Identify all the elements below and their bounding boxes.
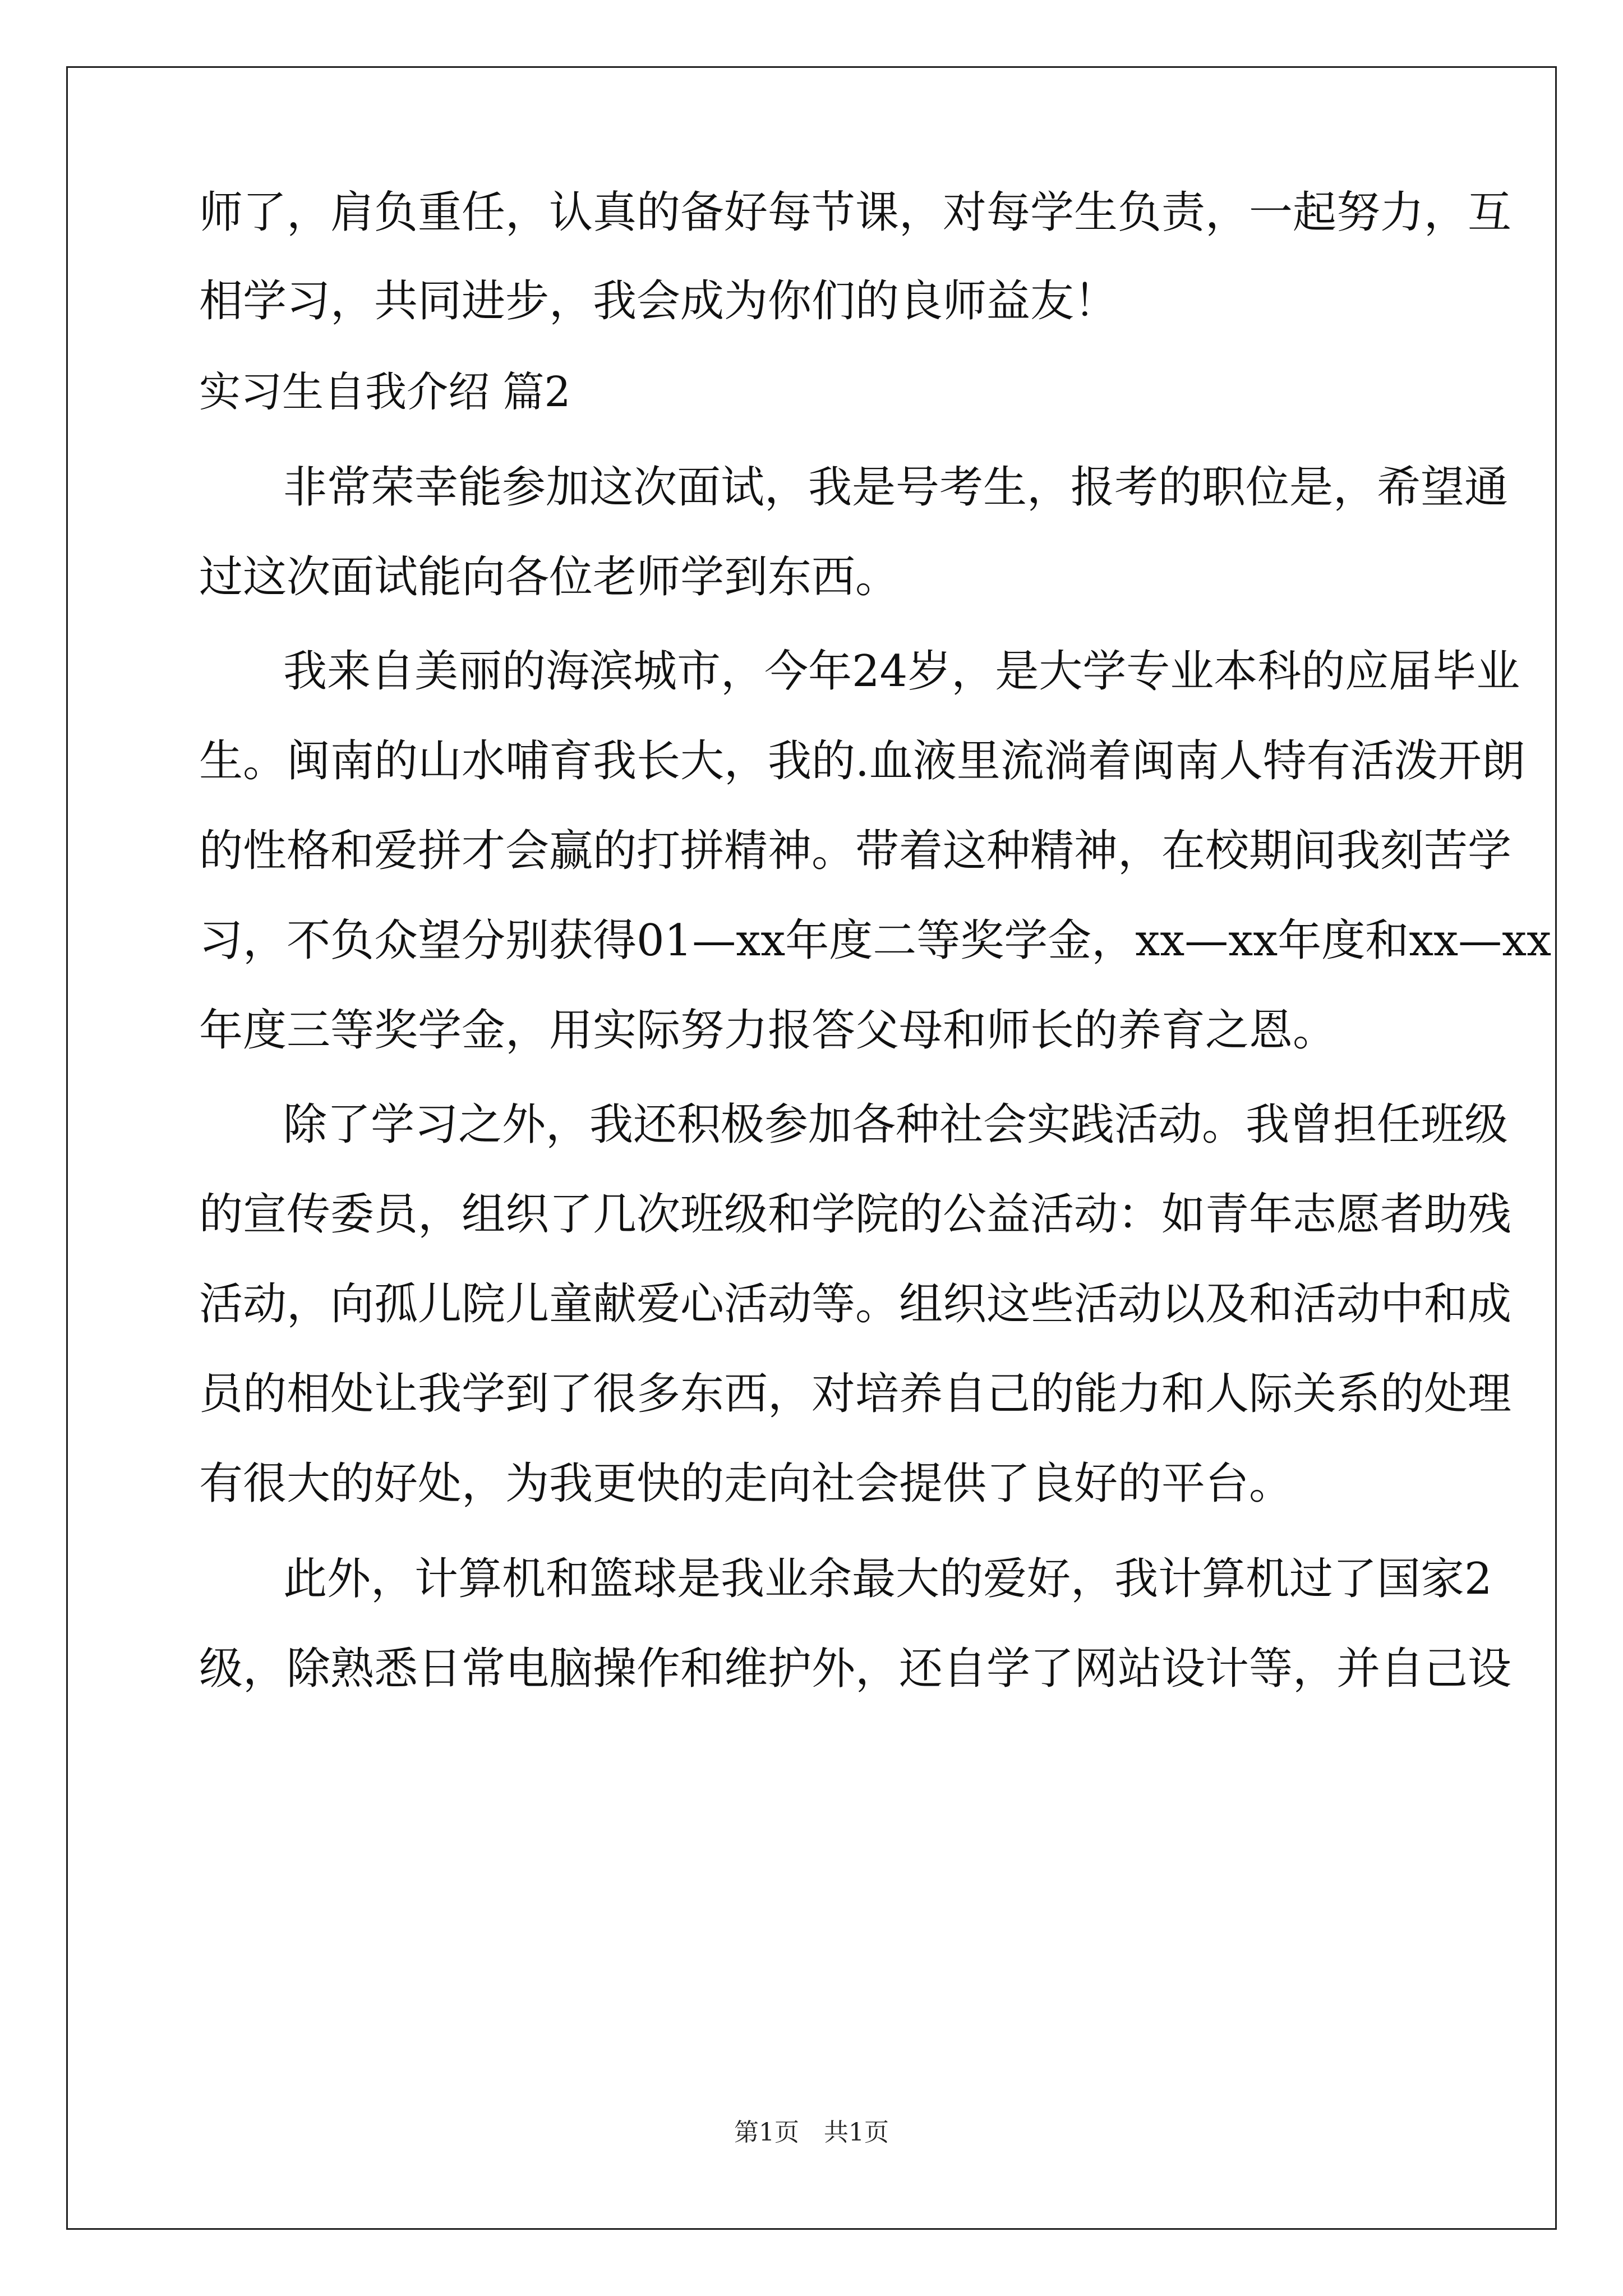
text-line-14: 员的相处让我学到了很多东西，对培养自己的能力和人际关系的处理 (199, 1369, 1512, 1419)
text-line-7: 生。闽南的山水哺育我长大，我的.血液里流淌着闽南人特有活泼开朗 (199, 736, 1525, 786)
text-line-15: 有很大的好处，为我更快的走向社会提供了良好的平台。 (199, 1458, 1293, 1509)
text-line-17: 级，除熟悉日常电脑操作和维护外，还自学了网站设计等，并自己设 (199, 1644, 1512, 1694)
text-line-5: 过这次面试能向各位老师学到东西。 (199, 552, 900, 602)
text-line-6: 我来自美丽的海滨城市，今年24岁，是大学专业本科的应届毕业 (283, 646, 1520, 697)
section-heading: 实习生自我介绍 篇2 (199, 368, 571, 416)
text-line-9: 习，不负众望分别获得01—xx年度二等奖学金，xx—xx年度和xx—xx (199, 915, 1552, 966)
text-line-13: 活动，向孤儿院儿童献爱心活动等。组织这些活动以及和活动中和成 (199, 1279, 1512, 1329)
text-line-10: 年度三等奖学金，用实际努力报答父母和师长的养育之恩。 (199, 1005, 1337, 1056)
text-line-16: 此外，计算机和篮球是我业余最大的爱好，我计算机过了国家2 (283, 1554, 1492, 1604)
text-line-12: 的宣传委员，组织了几次班级和学院的公益活动：如青年志愿者助残 (199, 1189, 1512, 1240)
text-line-8: 的性格和爱拼才会赢的打拼精神。带着这种精神，在校期间我刻苦学 (199, 826, 1512, 876)
text-line-1: 师了，肩负重任，认真的备好每节课，对每学生负责，一起努力，互 (199, 187, 1512, 238)
page-footer: 第1页 共1页 (734, 2118, 889, 2147)
text-line-2: 相学习，共同进步，我会成为你们的良师益友！ (199, 276, 1118, 326)
text-line-11: 除了学习之外，我还积极参加各种社会实践活动。我曾担任班级 (283, 1099, 1509, 1150)
text-line-4: 非常荣幸能参加这次面试，我是号考生，报考的职位是，希望通 (283, 462, 1509, 513)
